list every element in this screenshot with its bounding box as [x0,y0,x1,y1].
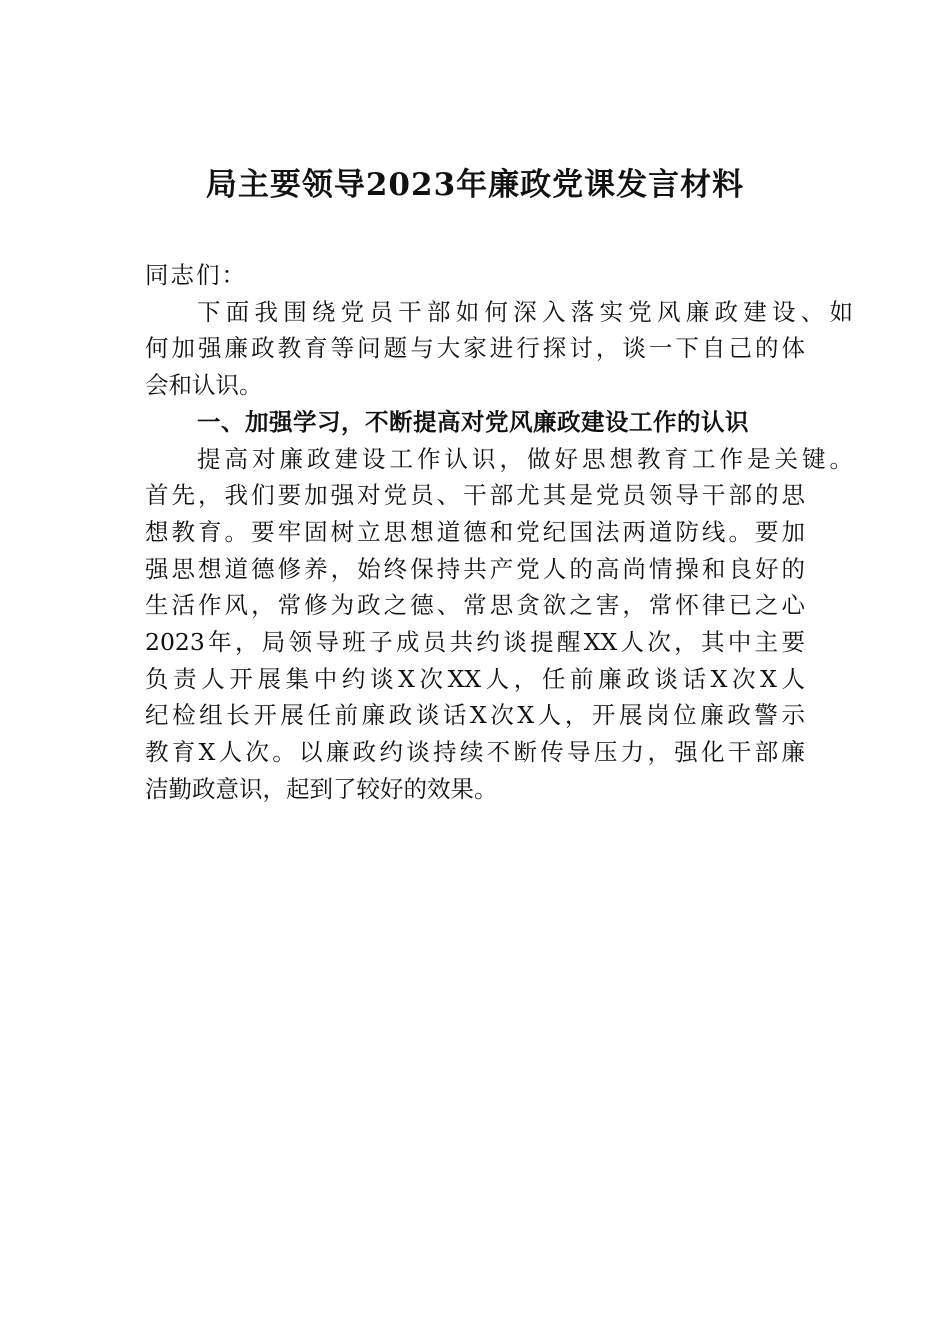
paragraph-line: 想教育。要牢固树立思想道德和党纪国法两道防线。要加 [145,517,805,546]
section-heading: 一、加强学习，不断提高对党风廉政建设工作的认识 [197,407,749,436]
paragraph-line: 纪检组长开展任前廉政谈话X次X人，开展岗位廉政警示 [145,701,805,730]
paragraph-line: 强思想道德修养，始终保持共产党人的高尚情操和良好的 [145,554,805,583]
paragraph-line: 负责人开展集中约谈X次XX人，任前廉政谈话X次X人 [145,664,805,693]
paragraph-line: 2023年，局领导班子成员共约谈提醒XX人次，其中主要 [145,628,805,657]
salutation: 同志们： [145,261,247,289]
paragraph-line: 生活作风，常修为政之德、常思贪欲之害，常怀律已之心 [145,591,805,620]
document-body [145,257,853,808]
section-paragraph [145,441,853,808]
intro-line: 何加强廉政教育等问题与大家进行探讨，谈一下自己的体 [145,334,805,363]
intro-paragraph [145,294,853,404]
intro-line: 下面我围绕党员干部如何深入落实党风廉政建设、如 [197,297,853,326]
paragraph-line: 首先，我们要加强对党员、干部尤其是党员领导干部的思 [145,481,805,510]
intro-line: 会和认识。 [145,371,263,400]
paragraph-line: 教育X人次。以廉政约谈持续不断传导压力，强化干部廉 [145,738,805,767]
paragraph-line: 提高对廉政建设工作认识，做好思想教育工作是关键。 [197,444,853,473]
paragraph-line: 洁勤政意识，起到了较好的效果。 [145,774,498,803]
document-title: 局主要领导2023年廉政党课发言材料 [205,167,745,203]
